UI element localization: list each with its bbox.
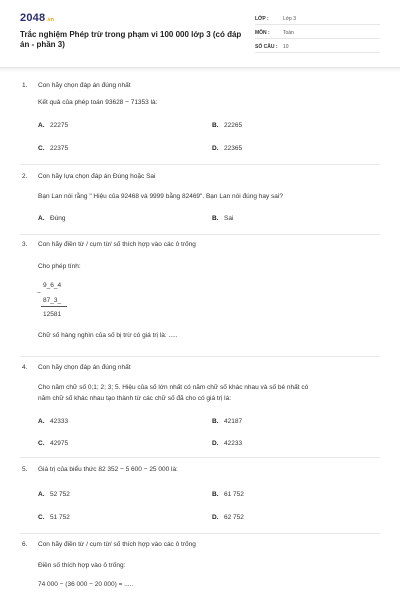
question-4-option-b[interactable]: B. 42187 <box>212 418 243 425</box>
question-5-option-d[interactable]: D. 62 752 <box>212 514 244 521</box>
calc-minuend: 9_6_4 <box>43 282 62 289</box>
question-2-prompt: 2. Con hãy lựa chọn đáp án Đúng hoặc Sai <box>22 173 156 180</box>
meta-subject: MÔN : Toán <box>255 27 380 39</box>
question-4-option-a[interactable]: A. 42333 <box>38 418 69 425</box>
question-divider <box>20 164 380 165</box>
question-divider <box>20 356 380 357</box>
question-4-prompt: 4. Con hãy chọn đáp án đúng nhất <box>22 364 131 371</box>
calc-difference: 12581 <box>43 311 62 318</box>
question-1-option-b[interactable]: B. 22265 <box>212 122 243 129</box>
question-divider <box>20 234 380 235</box>
question-6-body: Điền số thích hợp vào ô trống: <box>38 562 126 569</box>
question-5-option-b[interactable]: B. 61 752 <box>212 491 244 498</box>
question-3-prompt: 3. Con hãy điền từ / cụm từ/ số thích hợp vào các ô trống <box>22 241 196 248</box>
header-shadow <box>0 68 400 72</box>
meta-question-count: SỐ CÂU : 10 <box>255 41 380 53</box>
question-5-option-a[interactable]: A. 52 752 <box>38 491 70 498</box>
question-4-body-line-2: năm chữ số khác nhau tạo thành từ các chữ số đã cho có giá trị là: <box>38 395 231 402</box>
question-2-option-b[interactable]: B. Sai <box>212 215 234 222</box>
question-1-option-d[interactable]: D. 22365 <box>212 145 243 152</box>
question-1-prompt: 1. Con hãy chọn đáp án đúng nhất <box>22 82 131 89</box>
question-6-footer: 74 000 − (36 000 − 20 000) = ..... <box>38 581 134 588</box>
question-6-prompt: 6. Con hãy điền từ / cụm từ/ số thích hợp vào các ô trống <box>22 541 196 548</box>
calc-subtrahend: 87_3_ <box>43 297 62 304</box>
question-divider <box>20 457 380 458</box>
question-2-body: Bạn Lan nói rằng " Hiệu của 92468 và 9999 bằng 82469". Bạn Lan nói đúng hay sai? <box>38 193 283 200</box>
question-4-option-c[interactable]: C. 42975 <box>38 440 69 447</box>
question-3-footer: Chữ số hàng nghìn của số bị trừ có giá trị là: ..... <box>38 332 178 339</box>
question-4-option-d[interactable]: D. 42233 <box>212 440 243 447</box>
question-4-body-line-1: Cho năm chữ số 0;1; 2; 3; 5. Hiệu của số lớn nhất có năm chữ số khác nhau và số bé nhất có <box>38 384 309 391</box>
calc-rule <box>41 306 67 307</box>
question-1-option-a[interactable]: A. 22275 <box>38 122 69 129</box>
meta-grade: LỚP : Lớp 3 <box>255 13 380 25</box>
question-divider <box>20 533 380 534</box>
question-5-prompt: 5. Giá trị của biểu thức 82 352 − 5 600 − 25 000 là: <box>22 466 178 473</box>
calc-minus-sign: − <box>37 290 41 297</box>
question-3-body: Cho phép tính: <box>38 263 81 270</box>
question-5-option-c[interactable]: C. 51 752 <box>38 514 70 521</box>
question-2-option-a[interactable]: A. Đúng <box>38 215 66 222</box>
question-1-option-c[interactable]: C. 22375 <box>38 145 69 152</box>
quiz-meta <box>255 13 380 53</box>
site-logo[interactable]: 2048.vn <box>20 12 55 24</box>
question-1-body: Kết quả của phép toán 93628 − 71353 là: <box>38 99 158 106</box>
page-title: Trắc nghiệm Phép trừ trong phạm vi 100 000 lớp 3 (có đáp án - phần 3) <box>20 30 242 49</box>
